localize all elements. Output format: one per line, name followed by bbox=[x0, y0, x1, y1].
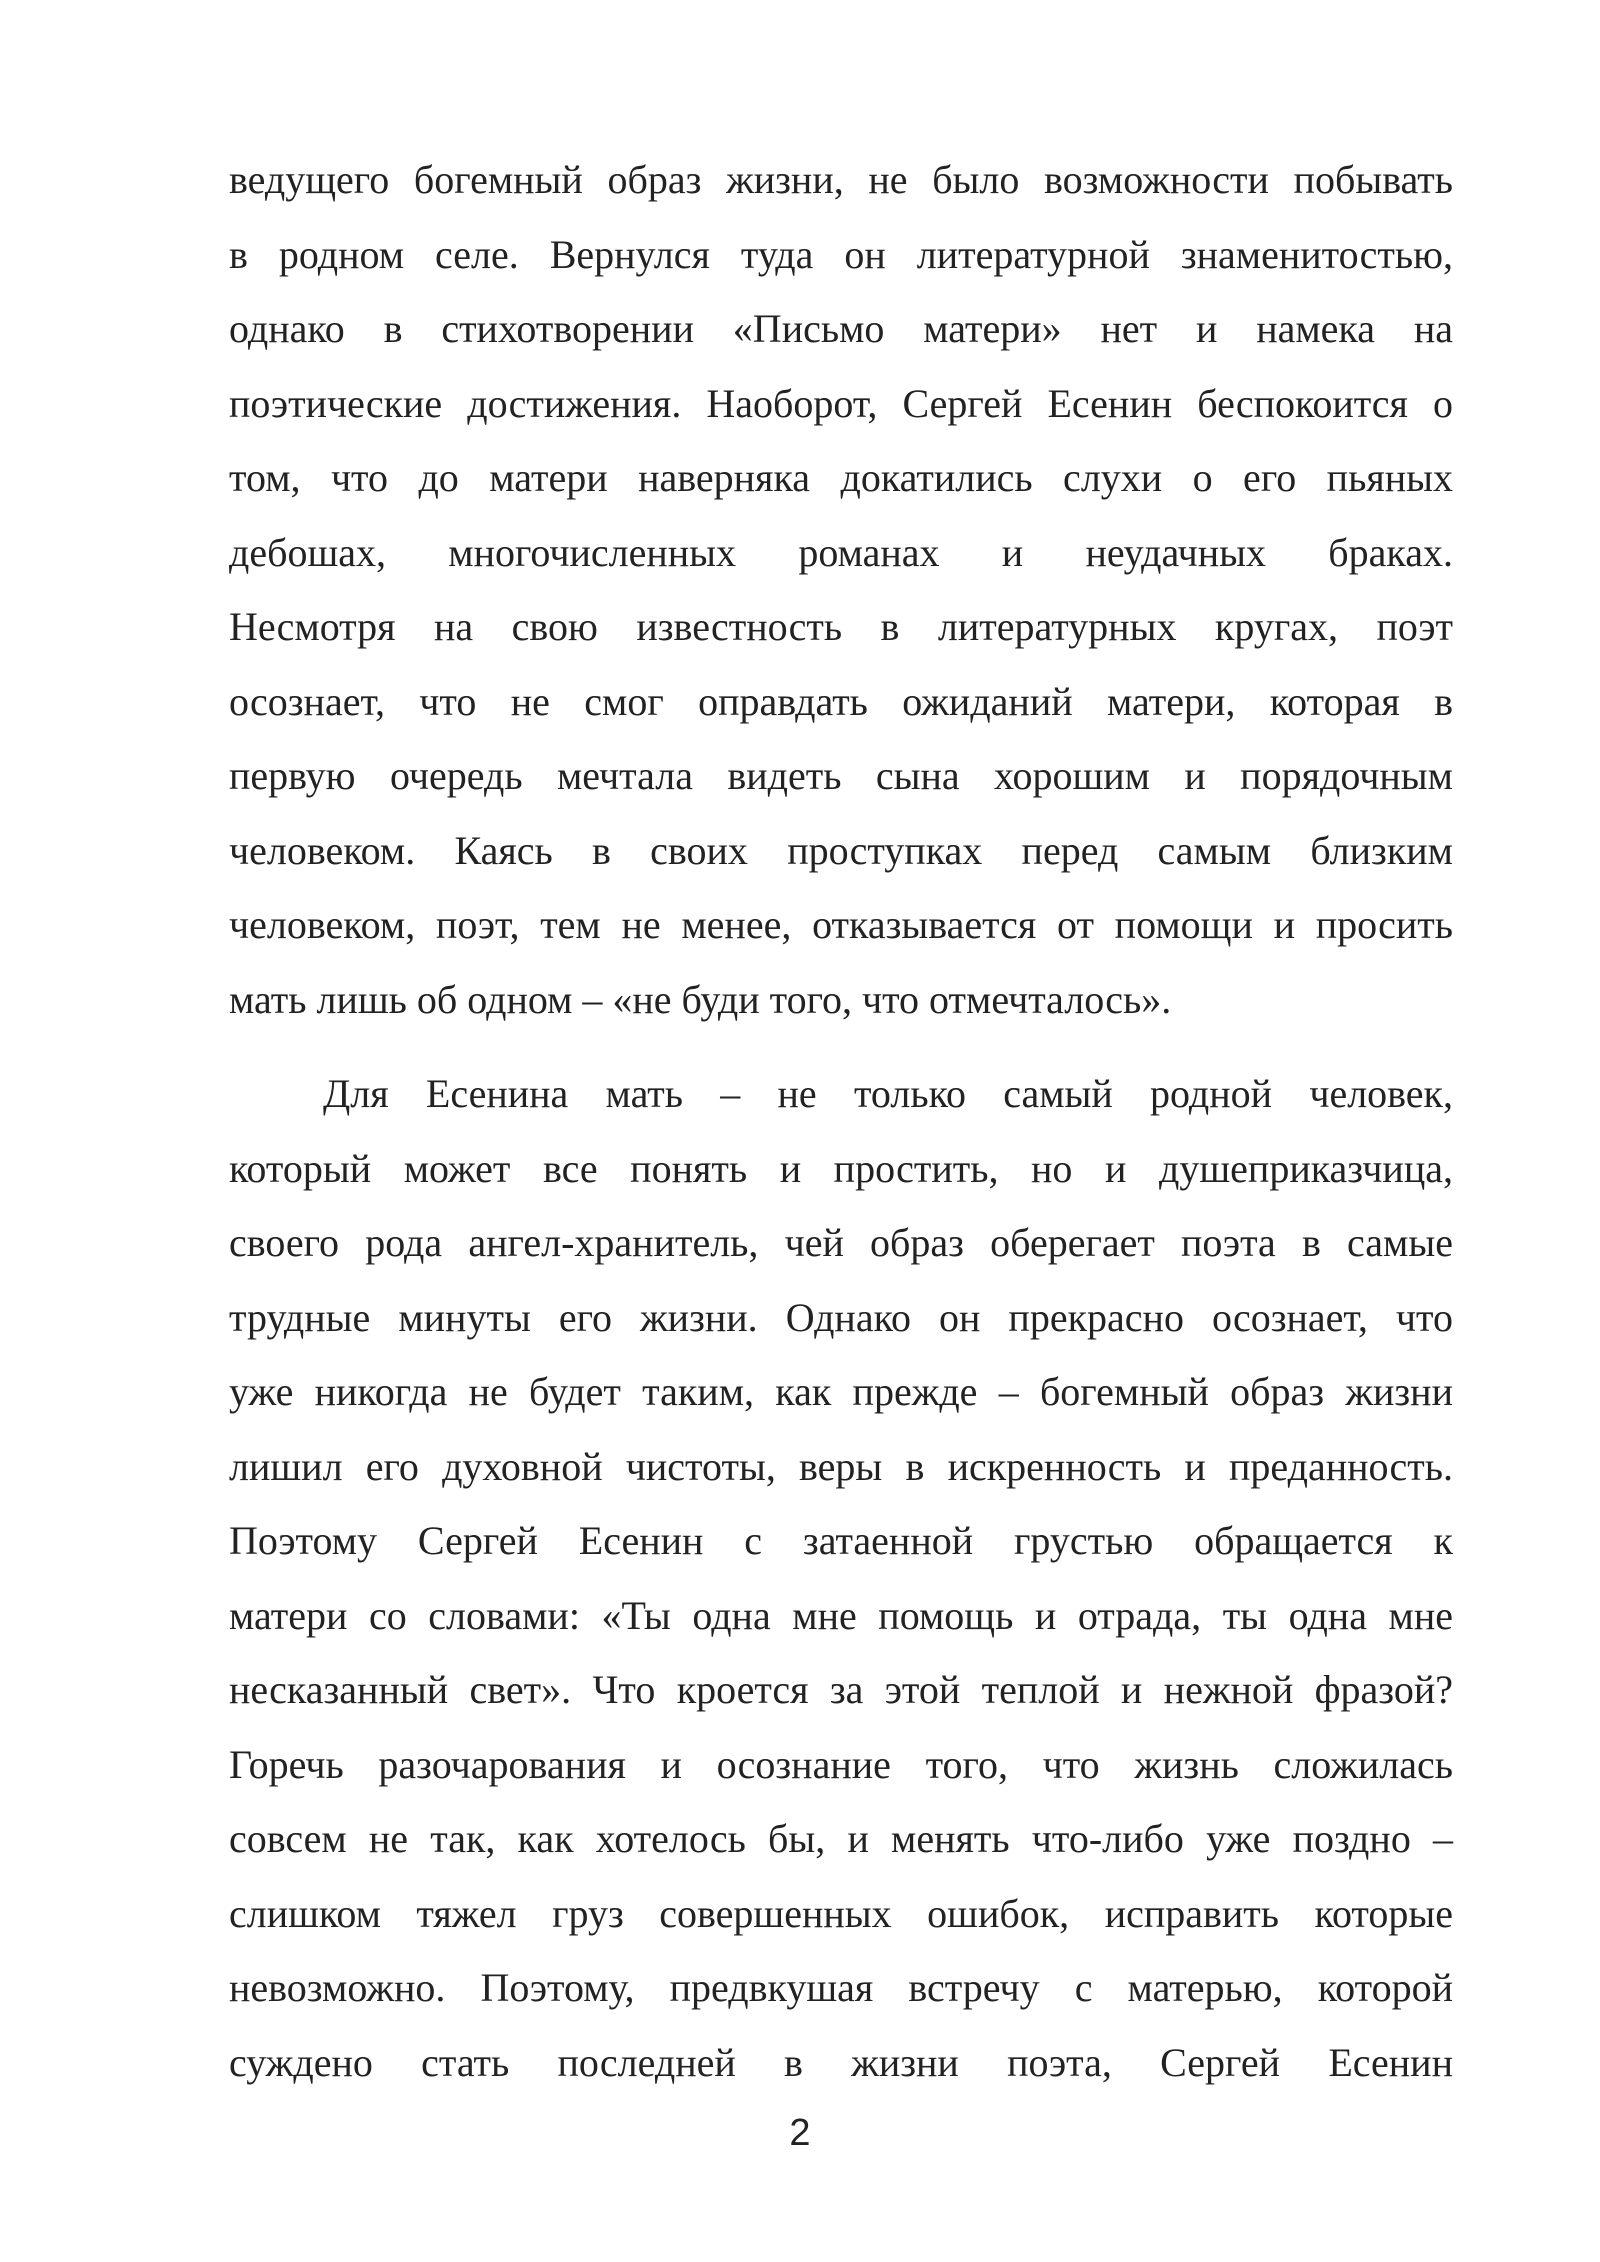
text-line: первую очередь мечтала видеть сына хорошим и порядочным bbox=[229, 753, 1453, 798]
text-line: однако в стихотворении «Письмо матери» нет и намека на bbox=[229, 306, 1453, 351]
text-line: матери со словами: «Ты одна мне помощь и отрада, ты одна мне bbox=[229, 1592, 1453, 1638]
text-line: мать лишь об одном – «не буди того, что отмечталось». bbox=[229, 976, 1172, 1022]
text-line: осознает, что не смог оправдать ожиданий матери, которая в bbox=[229, 678, 1453, 724]
text-line: человеком, поэт, тем не менее, отказывается от помощи и просить bbox=[229, 902, 1453, 947]
text-line: уже никогда не будет таким, как прежде – богемный образ жизни bbox=[229, 1369, 1453, 1414]
text-line: совсем не так, как хотелось бы, и менять что-либо уже поздно – bbox=[229, 1816, 1453, 1861]
text-line: Для Есенина мать – не только самый родной человек, bbox=[323, 1071, 1453, 1116]
text-line: трудные минуты его жизни. Однако он прекрасно осознает, что bbox=[229, 1294, 1453, 1340]
text-line: лишил его духовной чистоты, веры в искренность и преданность. bbox=[229, 1443, 1453, 1489]
text-line: том, что до матери наверняка докатились слухи о его пьяных bbox=[229, 455, 1453, 500]
text-line: несказанный свет». Что кроется за этой теплой и нежной фразой? bbox=[229, 1667, 1453, 1712]
text-line: который может все понять и простить, но и душеприказчица, bbox=[229, 1145, 1453, 1191]
text-line: Несмотря на свою известность в литературных кругах, поэт bbox=[229, 604, 1453, 649]
text-line: человеком. Каясь в своих проступках перед самым близким bbox=[229, 827, 1453, 873]
text-line: суждено стать последней в жизни поэта, Сергей Есенин bbox=[229, 2039, 1453, 2085]
page-number: 2 bbox=[789, 2112, 811, 2154]
text-line: Поэтому Сергей Есенин с затаенной грустью обращается к bbox=[229, 1518, 1453, 1563]
text-line: слишком тяжел груз совершенных ошибок, исправить которые bbox=[229, 1890, 1453, 1936]
text-line: поэтические достижения. Наоборот, Сергей Есенин беспокоится о bbox=[229, 380, 1453, 426]
body-text bbox=[229, 143, 1453, 2100]
text-line: Горечь разочарования и осознание того, что жизнь сложилась bbox=[229, 1741, 1453, 1787]
text-line: в родном селе. Вернулся туда он литературной знаменитостью, bbox=[229, 231, 1453, 277]
text-line: дебошах, многочисленных романах и неудачных браках. bbox=[229, 529, 1453, 575]
text-line: невозможно. Поэтому, предвкушая встречу с матерью, которой bbox=[229, 1965, 1453, 2010]
text-line: своего рода ангел-хранитель, чей образ оберегает поэта в самые bbox=[229, 1220, 1453, 1265]
text-line: ведущего богемный образ жизни, не было возможности побывать bbox=[229, 157, 1453, 202]
paragraph-1 bbox=[229, 143, 1453, 1037]
paragraph-2 bbox=[229, 1057, 1453, 2100]
